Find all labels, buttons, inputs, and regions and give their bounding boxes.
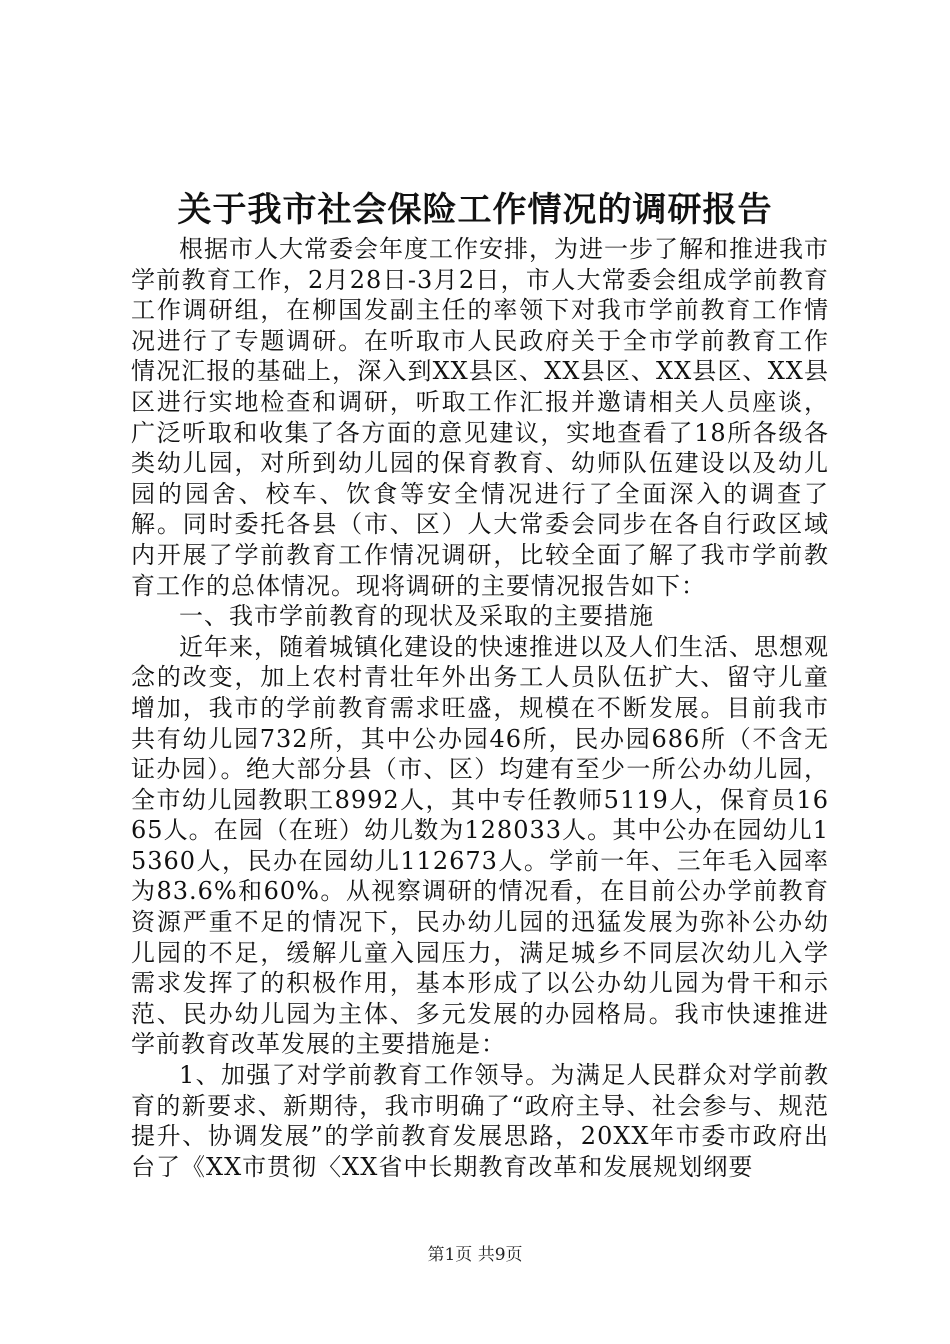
document-body	[131, 234, 829, 1182]
page-footer: 第1页 共9页	[427, 1245, 523, 1265]
document-title: 关于我市社会保险工作情况的调研报告	[177, 190, 773, 230]
paragraph-measure-1: 1、加强了对学前教育工作领导。为满足人民群众对学前教育的新要求、新期待，我市明确了“政府主导、社会参与、规范提升、协调发展”的学前教育发展思路，20XX年市委市政府出台了《XX市贯彻〈XX省中长期教育改革和发展规划纲要	[131, 1061, 829, 1181]
section-heading: 一、我市学前教育的现状及采取的主要措施	[179, 602, 654, 631]
paragraph-intro: 根据市人大常委会年度工作安排，为进一步了解和推进我市学前教育工作，2月28日-3月2日，市人大常委会组成学前教育工作调研组，在柳国发副主任的率领下对我市学前教育工作情况进行了专题调研。在听取市人民政府关于全市学前教育工作情况汇报的基础上，深入到XX县区、XX县区、XX县区、XX县区进行实地检查和调研，听取工作汇报并邀请相关人员座谈，广泛听取和收集了各方面的意见建议，实地查看了18所各级各类幼儿园，对所到幼儿园的保育教育、幼师队伍建设以及幼儿园的园舍、校车、饮食等安全情况进行了全面深入的调查了解。同时委托各县（市、区）人大常委会同步在各自行政区域内开展了学前教育工作情况调研，比较全面了解了我市学前教育工作的总体情况。现将调研的主要情况报告如下：	[131, 235, 829, 600]
paragraph-status: 近年来，随着城镇化建设的快速推进以及人们生活、思想观念的改变，加上农村青壮年外出务工人员队伍扩大、留守儿童增加，我市的学前教育需求旺盛，规模在不断发展。目前我市共有幼儿园732所，其中公办园46所，民办园686所（不含无证办园）。绝大部分县（市、区）均建有至少一所公办幼儿园，全市幼儿园教职工8992人，其中专任教师5119人，保育员1665人。在园（在班）幼儿数为128033人。其中公办在园幼儿15360人，民办在园幼儿112673人。学前一年、三年毛入园率为83.6%和60%。从视察调研的情况看，在目前公办学前教育资源严重不足的情况下，民办幼儿园的迅猛发展为弥补公办幼儿园的不足，缓解儿童入园压力，满足城乡不同层次幼儿入学需求发挥了的积极作用，基本形成了以公办幼儿园为骨干和示范、民办幼儿园为主体、多元发展的办园格局。我市快速推进学前教育改革发展的主要措施是：	[131, 632, 829, 1059]
